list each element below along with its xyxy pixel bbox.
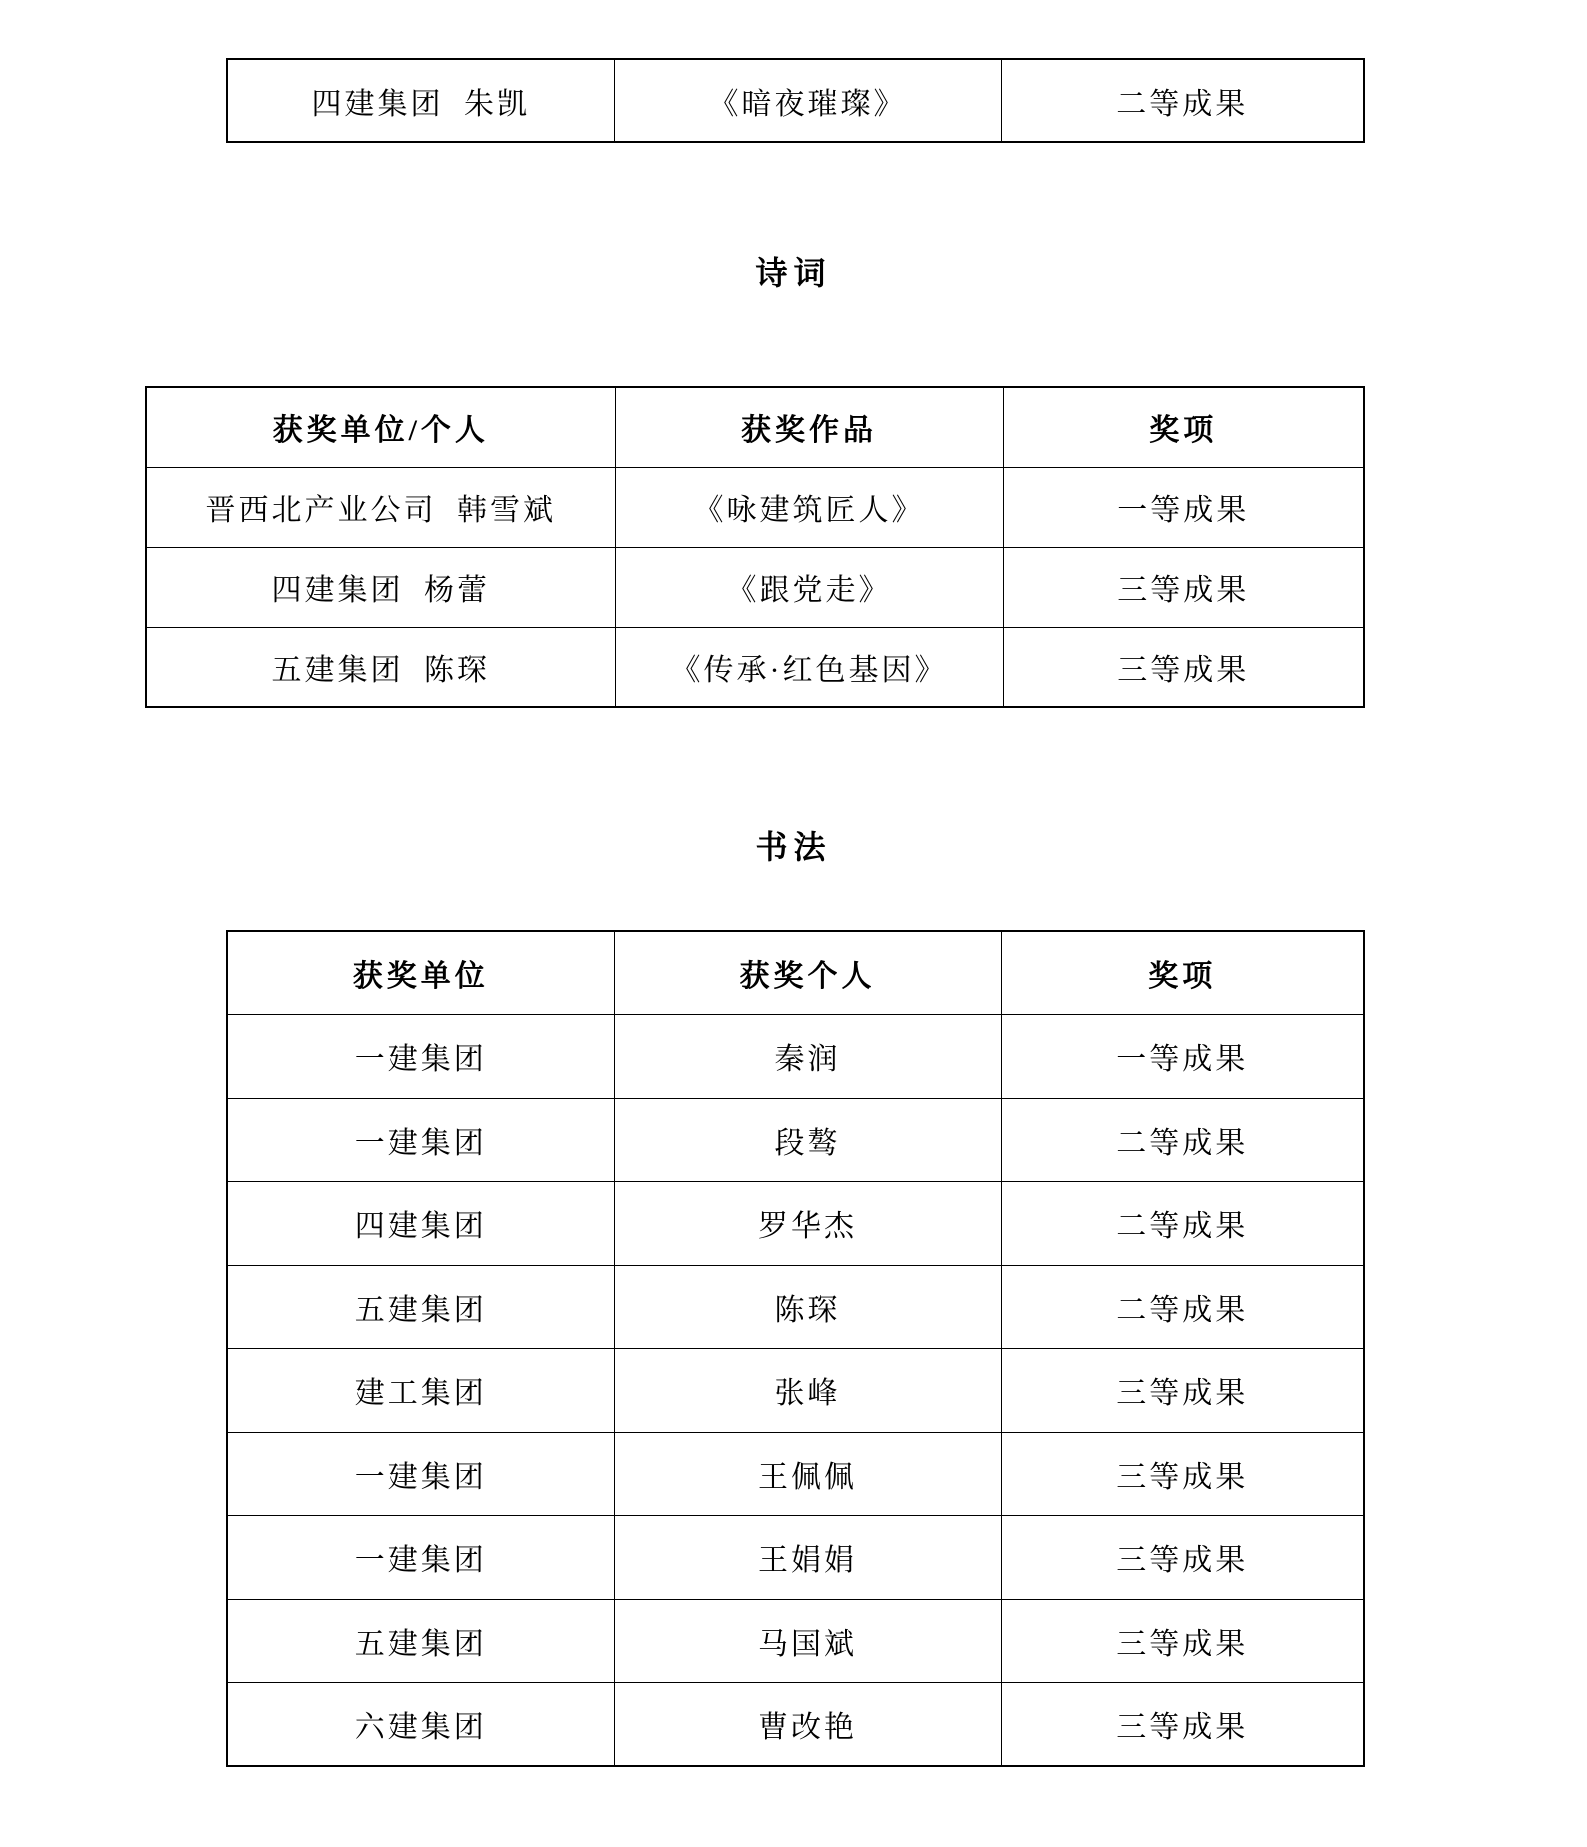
award-table	[145, 386, 1365, 708]
prize-cell: 三等成果	[1001, 1432, 1364, 1516]
unit-cell: 五建集团	[227, 1265, 614, 1349]
prize-cell: 三等成果	[1003, 627, 1364, 707]
table-row	[227, 1432, 1364, 1516]
table-row	[227, 1182, 1364, 1266]
table-row	[146, 547, 1364, 627]
table-row	[227, 59, 1364, 142]
person-cell: 张峰	[614, 1349, 1001, 1433]
header-work: 获奖作品	[615, 387, 1003, 467]
prize-cell: 三等成果	[1003, 547, 1364, 627]
section-heading-calligraphy: 书法	[755, 829, 832, 865]
work-cell: 《咏建筑匠人》	[615, 467, 1003, 547]
prize-cell: 一等成果	[1003, 467, 1364, 547]
person-cell: 段骜	[614, 1098, 1001, 1182]
prize-cell: 三等成果	[1001, 1599, 1364, 1683]
awardee-cell: 五建集团 陈琛	[146, 627, 615, 707]
award-table	[226, 930, 1365, 1767]
table-row	[227, 1683, 1364, 1767]
prize-cell: 三等成果	[1001, 1349, 1364, 1433]
unit-cell: 四建集团	[227, 1182, 614, 1266]
person-cell: 秦润	[614, 1015, 1001, 1099]
table-header-row	[146, 387, 1364, 467]
header-awardee: 获奖单位/个人	[146, 387, 615, 467]
unit-cell: 一建集团	[227, 1516, 614, 1600]
person-cell: 陈琛	[614, 1265, 1001, 1349]
person-cell: 王娟娟	[614, 1516, 1001, 1600]
prize-cell: 三等成果	[1001, 1516, 1364, 1600]
awardee-cell: 四建集团 杨蕾	[146, 547, 615, 627]
table-row	[227, 1516, 1364, 1600]
table-header-row	[227, 931, 1364, 1015]
unit-cell: 一建集团	[227, 1432, 614, 1516]
unit-cell: 建工集团	[227, 1349, 614, 1433]
awardee-cell: 晋西北产业公司 韩雪斌	[146, 467, 615, 547]
table-row	[146, 627, 1364, 707]
work-cell: 《跟党走》	[615, 547, 1003, 627]
person-cell: 王佩佩	[614, 1432, 1001, 1516]
person-cell: 马国斌	[614, 1599, 1001, 1683]
prize-cell: 二等成果	[1001, 1182, 1364, 1266]
awardee-cell: 四建集团 朱凯	[227, 59, 614, 142]
prize-cell: 二等成果	[1001, 1098, 1364, 1182]
poetry-award-table	[145, 386, 1363, 708]
unit-cell: 一建集团	[227, 1015, 614, 1099]
section-heading-poetry: 诗词	[755, 255, 832, 291]
prize-cell: 二等成果	[1001, 1265, 1364, 1349]
header-prize: 奖项	[1001, 931, 1364, 1015]
work-cell: 《暗夜璀璨》	[614, 59, 1001, 142]
calligraphy-award-table	[226, 930, 1363, 1767]
table-row	[227, 1265, 1364, 1349]
header-person: 获奖个人	[614, 931, 1001, 1015]
unit-cell: 一建集团	[227, 1098, 614, 1182]
leading-award-table	[226, 58, 1363, 143]
unit-cell: 五建集团	[227, 1599, 614, 1683]
table-row	[227, 1015, 1364, 1099]
table-row	[227, 1349, 1364, 1433]
table-row	[227, 1599, 1364, 1683]
work-cell: 《传承·红色基因》	[615, 627, 1003, 707]
person-cell: 曹改艳	[614, 1683, 1001, 1767]
table-row	[146, 467, 1364, 547]
header-unit: 获奖单位	[227, 931, 614, 1015]
prize-cell: 二等成果	[1001, 59, 1364, 142]
unit-cell: 六建集团	[227, 1683, 614, 1767]
award-table	[226, 58, 1365, 143]
prize-cell: 三等成果	[1001, 1683, 1364, 1767]
person-cell: 罗华杰	[614, 1182, 1001, 1266]
prize-cell: 一等成果	[1001, 1015, 1364, 1099]
header-prize: 奖项	[1003, 387, 1364, 467]
table-row	[227, 1098, 1364, 1182]
